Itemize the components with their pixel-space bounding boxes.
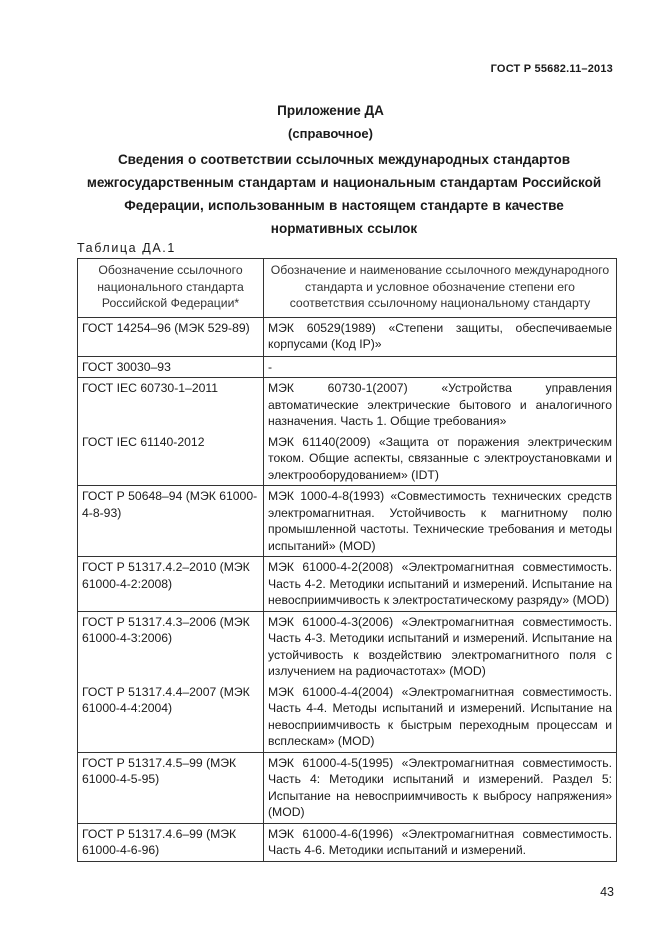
international-standard-cell: МЭК 61140(2009) «Защита от поражения электрическим током. Общие аспекты, связанные с электроустановками и электрооборудованием» (IDT) (264, 432, 617, 486)
table-row (78, 682, 617, 753)
national-standard-cell: ГОСТ IEC 60730-1–2011 (78, 378, 264, 432)
international-standard-cell: МЭК 61000-4-5(1995) «Электромагнитная совместимость. Часть 4: Методики испытаний и измерений. Раздел 5: Испытание на невосприимчивость к выбросу напряжения» (MOD) (264, 752, 617, 823)
national-standard-cell: ГОСТ Р 51317.4.6–99 (МЭК 61000-4-6-96) (78, 823, 264, 861)
national-standard-cell: ГОСТ Р 51317.4.2–2010 (МЭК 61000-4-2:2008) (78, 557, 264, 612)
international-standard-cell: МЭК 61000-4-2(2008) «Электромагнитная совместимость. Часть 4-2. Методики испытаний и измерений. Испытание на невосприимчивость к электростатическому разряду» (MOD) (264, 557, 617, 612)
table-header-row (78, 259, 617, 318)
table-row (78, 356, 617, 378)
national-standard-cell: ГОСТ Р 51317.4.3–2006 (МЭК 61000-4-3:2006) (78, 611, 264, 682)
table-row (78, 486, 617, 557)
table-row (78, 432, 617, 486)
table-row (78, 823, 617, 861)
national-standard-cell: ГОСТ 30030–93 (78, 356, 264, 378)
header-national-standard: Обозначение ссылочного национального стандарта Российской Федерации* (78, 259, 264, 318)
table-row (78, 378, 617, 432)
conformity-table (77, 258, 617, 862)
page-number: 43 (600, 885, 614, 899)
national-standard-cell: ГОСТ IEC 61140-2012 (78, 432, 264, 486)
table-row (78, 752, 617, 823)
table-caption: Таблица ДА.1 (77, 241, 176, 255)
international-standard-cell: МЭК 61000-4-6(1996) «Электромагнитная совместимость. Часть 4-6. Методики испытаний и измерений. (264, 823, 617, 861)
header-international-standard: Обозначение и наименование ссылочного международного стандарта и условное обозначение степени его соответствия ссылочному национальному стандарту (264, 259, 617, 318)
document-code: ГОСТ Р 55682.11–2013 (490, 63, 613, 75)
national-standard-cell: ГОСТ 14254–96 (МЭК 529-89) (78, 317, 264, 356)
annex-subtitle: (справочное) (288, 126, 373, 141)
international-standard-cell: МЭК 60529(1989) «Степени защиты, обеспечиваемые корпусами (Код IP)» (264, 317, 617, 356)
table-row (78, 557, 617, 612)
international-standard-cell: - (264, 356, 617, 378)
annex-title: Приложение ДА (277, 103, 384, 118)
annex-heading: Сведения о соответствии ссылочных международных стандартов межгосударственным стандартам и национальным стандартам Российской Федерации, использованным в настоящем стандарте в качестве нормативных ссылок (86, 152, 602, 236)
international-standard-cell: МЭК 1000-4-8(1993) «Совместимость технических средств электромагнитная. Устойчивость к магнитному полю промышленной частоты. Технические требования и методы испытаний» (MOD) (264, 486, 617, 557)
national-standard-cell: ГОСТ Р 51317.4.4–2007 (МЭК 61000-4-4:2004) (78, 682, 264, 753)
table-row (78, 317, 617, 356)
table-row (78, 611, 617, 682)
international-standard-cell: МЭК 61000-4-3(2006) «Электромагнитная совместимость. Часть 4-3. Методики испытаний и измерений. Испытание на устойчивость к воздействию электромагнитного поля с излучением на радиочастотах» (MOD) (264, 611, 617, 682)
national-standard-cell: ГОСТ Р 50648–94 (МЭК 61000-4-8-93) (78, 486, 264, 557)
national-standard-cell: ГОСТ Р 51317.4.5–99 (МЭК 61000-4-5-95) (78, 752, 264, 823)
international-standard-cell: МЭК 60730-1(2007) «Устройства управления автоматические электрические бытового и аналогичного назначения. Часть 1. Общие требования» (264, 378, 617, 432)
international-standard-cell: МЭК 61000-4-4(2004) «Электромагнитная совместимость. Часть 4-4. Методы испытаний и измерений. Испытание на невосприимчивость к быстрым переходным процессам и всплескам» (MOD) (264, 682, 617, 753)
